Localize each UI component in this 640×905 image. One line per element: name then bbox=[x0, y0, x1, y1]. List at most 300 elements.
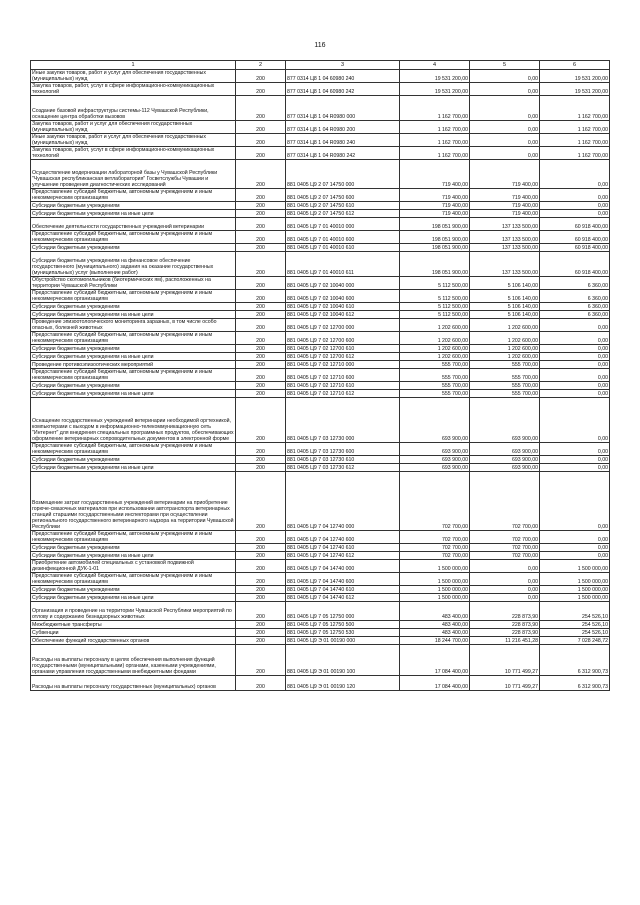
row-code-cell: 877 0314 Ц8 1 04 60980 242 bbox=[286, 83, 400, 96]
table-row bbox=[31, 353, 610, 361]
row-amount-total-cell: 693 900,00 bbox=[400, 464, 470, 472]
table-row bbox=[31, 629, 610, 637]
row-code-cell: 881 0405 Ц9 7 05 12750 500 bbox=[286, 621, 400, 629]
row-amount-total-cell: 483 400,00 bbox=[400, 602, 470, 621]
row-grbs-cell: 200 bbox=[236, 552, 286, 560]
row-amount-remaining-cell: 6 360,00 bbox=[540, 290, 610, 303]
row-amount-total-cell: 1 500 000,00 bbox=[400, 586, 470, 594]
row-amount-total-cell: 5 112 500,00 bbox=[400, 277, 470, 290]
table-row bbox=[31, 96, 610, 121]
row-code-cell: 881 0405 Ц9 7 01 40010 611 bbox=[286, 252, 400, 277]
row-code-cell: 881 0405 Ц9 7 04 14740 600 bbox=[286, 573, 400, 586]
row-name-cell: Оснащение государственных учреждений ветеринарии необходимой оргтехникой, компьютерами с выходом в информационно-телекоммуникационную сеть "Интернет" для внедрения специальных программных продуктов, обеспечивающих оформление ветеринарных сопроводительных документов в электронной форме bbox=[31, 398, 236, 443]
row-amount-executed-cell: 1 202 600,00 bbox=[470, 345, 540, 353]
row-amount-total-cell: 702 700,00 bbox=[400, 552, 470, 560]
row-amount-executed-cell: 0,00 bbox=[470, 147, 540, 160]
row-amount-remaining-cell: 6 360,00 bbox=[540, 311, 610, 319]
table-row bbox=[31, 531, 610, 544]
table-row bbox=[31, 621, 610, 629]
row-amount-total-cell: 17 084 400,00 bbox=[400, 645, 470, 676]
row-code-cell: 881 0405 Ц9 Э 01 00190 120 bbox=[286, 676, 400, 691]
row-amount-remaining-cell: 60 918 400,00 bbox=[540, 231, 610, 244]
row-amount-total-cell: 1 500 000,00 bbox=[400, 573, 470, 586]
row-code-cell: 881 0405 Ц9 7 02 12710 610 bbox=[286, 382, 400, 390]
row-grbs-cell: 200 bbox=[236, 560, 286, 573]
row-amount-executed-cell: 719 400,00 bbox=[470, 189, 540, 202]
row-amount-executed-cell: 0,00 bbox=[470, 594, 540, 602]
row-amount-remaining-cell: 6 312 900,73 bbox=[540, 676, 610, 691]
row-name-cell: Субсидии бюджетным учреждениям на иные цели bbox=[31, 594, 236, 602]
table-row bbox=[31, 244, 610, 252]
table-row bbox=[31, 210, 610, 218]
table-row bbox=[31, 390, 610, 398]
row-amount-executed-cell: 0,00 bbox=[470, 121, 540, 134]
row-grbs-cell: 200 bbox=[236, 147, 286, 160]
row-amount-remaining-cell: 1 500 000,00 bbox=[540, 560, 610, 573]
row-name-cell: Субсидии бюджетным учреждениям bbox=[31, 544, 236, 552]
row-amount-remaining-cell: 0,00 bbox=[540, 456, 610, 464]
row-code-cell: 881 0405 Ц9 7 04 12740 600 bbox=[286, 531, 400, 544]
row-amount-executed-cell: 137 133 500,00 bbox=[470, 252, 540, 277]
row-amount-executed-cell: 1 202 600,00 bbox=[470, 319, 540, 332]
row-amount-executed-cell: 719 400,00 bbox=[470, 160, 540, 189]
row-grbs-cell: 200 bbox=[236, 252, 286, 277]
row-code-cell: 881 0405 Ц9 7 01 40010 000 bbox=[286, 218, 400, 231]
row-name-cell: Расходы на выплаты персоналу в целях обеспечения выполнения функций государственными (муниципальными) органами, казенными учреждениями, органами управления государственными внебюджетными фондами bbox=[31, 645, 236, 676]
row-amount-remaining-cell: 60 918 400,00 bbox=[540, 244, 610, 252]
row-code-cell: 877 0314 Ц8 1 04 60980 240 bbox=[286, 70, 400, 83]
row-grbs-cell: 200 bbox=[236, 602, 286, 621]
row-amount-executed-cell: 702 700,00 bbox=[470, 472, 540, 531]
row-name-cell: Проведение противоэпизоотических мероприятий bbox=[31, 361, 236, 369]
row-grbs-cell: 200 bbox=[236, 390, 286, 398]
row-grbs-cell: 200 bbox=[236, 443, 286, 456]
row-code-cell: 881 0405 Ц9 7 04 12740 000 bbox=[286, 472, 400, 531]
row-amount-remaining-cell: 0,00 bbox=[540, 202, 610, 210]
table-row bbox=[31, 319, 610, 332]
table-row bbox=[31, 586, 610, 594]
row-amount-remaining-cell: 0,00 bbox=[540, 319, 610, 332]
row-grbs-cell: 200 bbox=[236, 231, 286, 244]
row-grbs-cell: 200 bbox=[236, 544, 286, 552]
table-row bbox=[31, 303, 610, 311]
row-grbs-cell: 200 bbox=[236, 345, 286, 353]
row-amount-executed-cell: 10 771 499,27 bbox=[470, 676, 540, 691]
row-code-cell: 881 0405 Ц9 7 04 14740 610 bbox=[286, 586, 400, 594]
row-amount-executed-cell: 555 700,00 bbox=[470, 369, 540, 382]
row-amount-remaining-cell: 0,00 bbox=[540, 382, 610, 390]
row-amount-remaining-cell: 19 531 200,00 bbox=[540, 83, 610, 96]
row-code-cell: 881 0405 Ц9 7 02 12700 600 bbox=[286, 332, 400, 345]
row-code-cell: 881 0405 Ц9 7 02 10040 000 bbox=[286, 277, 400, 290]
row-amount-remaining-cell: 60 918 400,00 bbox=[540, 218, 610, 231]
row-amount-total-cell: 483 400,00 bbox=[400, 621, 470, 629]
row-amount-executed-cell: 702 700,00 bbox=[470, 544, 540, 552]
table-row bbox=[31, 552, 610, 560]
row-amount-total-cell: 5 112 500,00 bbox=[400, 303, 470, 311]
row-name-cell: Субсидии бюджетным учреждениям на иные цели bbox=[31, 552, 236, 560]
row-amount-total-cell: 1 162 700,00 bbox=[400, 147, 470, 160]
row-code-cell: 881 0405 Ц9 7 03 12730 610 bbox=[286, 456, 400, 464]
row-amount-executed-cell: 228 873,90 bbox=[470, 621, 540, 629]
row-amount-total-cell: 5 112 500,00 bbox=[400, 311, 470, 319]
row-amount-remaining-cell: 0,00 bbox=[540, 189, 610, 202]
row-code-cell: 881 0405 Ц9 7 02 10040 610 bbox=[286, 303, 400, 311]
row-grbs-cell: 200 bbox=[236, 311, 286, 319]
row-amount-total-cell: 555 700,00 bbox=[400, 369, 470, 382]
table-row bbox=[31, 594, 610, 602]
row-amount-executed-cell: 1 202 600,00 bbox=[470, 353, 540, 361]
row-amount-remaining-cell: 6 312 900,73 bbox=[540, 645, 610, 676]
row-name-cell: Предоставление субсидий бюджетным, автономным учреждениям и иным некоммерческим организациям bbox=[31, 443, 236, 456]
row-amount-executed-cell: 0,00 bbox=[470, 70, 540, 83]
row-grbs-cell: 200 bbox=[236, 202, 286, 210]
row-grbs-cell: 200 bbox=[236, 645, 286, 676]
row-grbs-cell: 200 bbox=[236, 70, 286, 83]
row-grbs-cell: 200 bbox=[236, 121, 286, 134]
table-row bbox=[31, 160, 610, 189]
row-amount-remaining-cell: 0,00 bbox=[540, 160, 610, 189]
row-amount-total-cell: 1 202 600,00 bbox=[400, 332, 470, 345]
row-code-cell: 881 0405 Ц9 2 07 14750 610 bbox=[286, 202, 400, 210]
table-row bbox=[31, 398, 610, 443]
table-row bbox=[31, 443, 610, 456]
row-amount-executed-cell: 10 771 499,27 bbox=[470, 645, 540, 676]
table-row bbox=[31, 645, 610, 676]
row-amount-remaining-cell: 1 500 000,00 bbox=[540, 594, 610, 602]
header-cell: 3 bbox=[286, 61, 400, 70]
row-amount-executed-cell: 693 900,00 bbox=[470, 456, 540, 464]
row-amount-executed-cell: 555 700,00 bbox=[470, 390, 540, 398]
row-amount-total-cell: 19 531 200,00 bbox=[400, 70, 470, 83]
row-amount-remaining-cell: 0,00 bbox=[540, 552, 610, 560]
row-amount-total-cell: 1 162 700,00 bbox=[400, 121, 470, 134]
row-grbs-cell: 200 bbox=[236, 353, 286, 361]
table-row bbox=[31, 544, 610, 552]
row-amount-remaining-cell: 1 162 700,00 bbox=[540, 147, 610, 160]
row-grbs-cell: 200 bbox=[236, 621, 286, 629]
row-amount-total-cell: 693 900,00 bbox=[400, 456, 470, 464]
row-name-cell: Субсидии бюджетным учреждениям на иные цели bbox=[31, 390, 236, 398]
table-row bbox=[31, 290, 610, 303]
table-row bbox=[31, 369, 610, 382]
row-code-cell: 881 0405 Ц9 7 04 12740 610 bbox=[286, 544, 400, 552]
table-row bbox=[31, 464, 610, 472]
row-amount-executed-cell: 5 106 140,00 bbox=[470, 277, 540, 290]
table-row bbox=[31, 602, 610, 621]
row-name-cell: Субсидии бюджетным учреждениям bbox=[31, 586, 236, 594]
row-grbs-cell: 200 bbox=[236, 456, 286, 464]
row-amount-executed-cell: 719 400,00 bbox=[470, 210, 540, 218]
row-amount-total-cell: 702 700,00 bbox=[400, 531, 470, 544]
row-code-cell: 877 0314 Ц8 1 04 R0980 240 bbox=[286, 134, 400, 147]
table-row bbox=[31, 311, 610, 319]
table-row bbox=[31, 573, 610, 586]
row-grbs-cell: 200 bbox=[236, 531, 286, 544]
row-code-cell: 881 0405 Ц9 7 01 40010 610 bbox=[286, 244, 400, 252]
row-amount-executed-cell: 0,00 bbox=[470, 586, 540, 594]
row-code-cell: 881 0405 Ц9 7 05 12750 000 bbox=[286, 602, 400, 621]
row-grbs-cell: 200 bbox=[236, 369, 286, 382]
row-name-cell: Обустройство скотомогильников (биотермических ям), расположенных на территории Чувашской Республики bbox=[31, 277, 236, 290]
row-amount-remaining-cell: 0,00 bbox=[540, 464, 610, 472]
row-name-cell: Предоставление субсидий бюджетным, автономным учреждениям и иным некоммерческим организациям bbox=[31, 231, 236, 244]
row-code-cell: 881 0405 Ц9 7 02 10040 600 bbox=[286, 290, 400, 303]
row-amount-remaining-cell: 254 526,10 bbox=[540, 602, 610, 621]
table-row bbox=[31, 332, 610, 345]
row-code-cell: 881 0405 Ц9 7 02 10040 612 bbox=[286, 311, 400, 319]
row-amount-total-cell: 693 900,00 bbox=[400, 443, 470, 456]
row-code-cell: 881 0405 Ц9 7 02 12700 610 bbox=[286, 345, 400, 353]
row-code-cell: 881 0405 Ц9 7 02 12700 000 bbox=[286, 319, 400, 332]
row-amount-total-cell: 1 500 000,00 bbox=[400, 594, 470, 602]
row-amount-executed-cell: 555 700,00 bbox=[470, 382, 540, 390]
row-name-cell: Предоставление субсидий бюджетным, автономным учреждениям и иным некоммерческим организациям bbox=[31, 573, 236, 586]
row-amount-executed-cell: 693 900,00 bbox=[470, 398, 540, 443]
row-amount-executed-cell: 693 900,00 bbox=[470, 443, 540, 456]
row-grbs-cell: 200 bbox=[236, 303, 286, 311]
row-amount-remaining-cell: 0,00 bbox=[540, 472, 610, 531]
row-code-cell: 881 0405 Ц9 7 03 12730 000 bbox=[286, 398, 400, 443]
row-name-cell: Субсидии бюджетным учреждениям bbox=[31, 202, 236, 210]
row-grbs-cell: 200 bbox=[236, 189, 286, 202]
table-row bbox=[31, 218, 610, 231]
row-amount-total-cell: 198 051 900,00 bbox=[400, 252, 470, 277]
row-amount-executed-cell: 137 133 500,00 bbox=[470, 231, 540, 244]
row-name-cell: Иные закупки товаров, работ и услуг для обеспечения государственных (муниципальных) нужд bbox=[31, 134, 236, 147]
row-amount-executed-cell: 555 700,00 bbox=[470, 361, 540, 369]
row-amount-remaining-cell: 0,00 bbox=[540, 369, 610, 382]
row-name-cell: Предоставление субсидий бюджетным, автономным учреждениям и иным некоммерческим организациям bbox=[31, 290, 236, 303]
row-code-cell: 881 0405 Ц9 7 04 14740 612 bbox=[286, 594, 400, 602]
row-name-cell: Субсидии бюджетным учреждениям bbox=[31, 303, 236, 311]
budget-table bbox=[30, 60, 610, 691]
row-code-cell: 881 0405 Ц9 2 07 14750 000 bbox=[286, 160, 400, 189]
row-code-cell: 881 0405 Ц9 2 07 14750 612 bbox=[286, 210, 400, 218]
table-row bbox=[31, 231, 610, 244]
row-amount-remaining-cell: 0,00 bbox=[540, 531, 610, 544]
header-cell: 4 bbox=[400, 61, 470, 70]
row-amount-total-cell: 702 700,00 bbox=[400, 544, 470, 552]
row-amount-executed-cell: 137 133 500,00 bbox=[470, 218, 540, 231]
row-name-cell: Создание базовой инфраструктуры системы-112 Чувашской Республики, оснащение центра обработки вызовов bbox=[31, 96, 236, 121]
header-cell: 6 bbox=[540, 61, 610, 70]
row-name-cell: Предоставление субсидий бюджетным, автономным учреждениям и иным некоммерческим организациям bbox=[31, 189, 236, 202]
row-amount-executed-cell: 0,00 bbox=[470, 83, 540, 96]
table-row bbox=[31, 189, 610, 202]
row-code-cell: 881 0405 Ц9 7 02 12700 612 bbox=[286, 353, 400, 361]
row-name-cell: Обеспечение функций государственных органов bbox=[31, 637, 236, 645]
row-grbs-cell: 200 bbox=[236, 629, 286, 637]
table-row bbox=[31, 456, 610, 464]
row-name-cell: Субсидии бюджетным учреждениям на иные цели bbox=[31, 464, 236, 472]
row-amount-executed-cell: 5 106 140,00 bbox=[470, 311, 540, 319]
row-grbs-cell: 200 bbox=[236, 277, 286, 290]
row-amount-executed-cell: 5 106 140,00 bbox=[470, 290, 540, 303]
row-code-cell: 881 0405 Ц9 7 02 12710 612 bbox=[286, 390, 400, 398]
table-row bbox=[31, 202, 610, 210]
row-amount-remaining-cell: 1 162 700,00 bbox=[540, 134, 610, 147]
row-grbs-cell: 200 bbox=[236, 637, 286, 645]
row-amount-executed-cell: 11 216 451,28 bbox=[470, 637, 540, 645]
row-code-cell: 881 0405 Ц9 7 02 12710 000 bbox=[286, 361, 400, 369]
row-amount-executed-cell: 0,00 bbox=[470, 560, 540, 573]
row-amount-total-cell: 555 700,00 bbox=[400, 361, 470, 369]
table-row bbox=[31, 121, 610, 134]
row-amount-remaining-cell: 0,00 bbox=[540, 332, 610, 345]
row-amount-total-cell: 719 400,00 bbox=[400, 202, 470, 210]
row-name-cell: Расходы на выплаты персоналу государственных (муниципальных) органов bbox=[31, 676, 236, 691]
row-amount-executed-cell: 0,00 bbox=[470, 573, 540, 586]
row-amount-remaining-cell: 19 531 200,00 bbox=[540, 70, 610, 83]
table-row bbox=[31, 147, 610, 160]
row-code-cell: 881 0405 Ц9 7 03 12730 612 bbox=[286, 464, 400, 472]
row-amount-remaining-cell: 1 162 700,00 bbox=[540, 96, 610, 121]
row-name-cell: Закупка товаров, работ, услуг в сфере информационно-коммуникационных технологий bbox=[31, 83, 236, 96]
row-amount-total-cell: 1 202 600,00 bbox=[400, 319, 470, 332]
row-amount-total-cell: 1 162 700,00 bbox=[400, 96, 470, 121]
row-grbs-cell: 200 bbox=[236, 83, 286, 96]
row-amount-total-cell: 1 162 700,00 bbox=[400, 134, 470, 147]
row-amount-executed-cell: 693 900,00 bbox=[470, 464, 540, 472]
table-row bbox=[31, 361, 610, 369]
row-code-cell: 881 0405 Ц9 Э 01 00190 000 bbox=[286, 637, 400, 645]
row-amount-remaining-cell: 254 526,10 bbox=[540, 629, 610, 637]
row-amount-executed-cell: 5 106 140,00 bbox=[470, 303, 540, 311]
row-grbs-cell: 200 bbox=[236, 676, 286, 691]
row-name-cell: Предоставление субсидий бюджетным, автономным учреждениям и иным некоммерческим организациям bbox=[31, 369, 236, 382]
row-amount-executed-cell: 228 873,90 bbox=[470, 602, 540, 621]
row-name-cell: Приобретение автомобилей специальных с установкой подвижной дезинфекционной ДУК-1-01 bbox=[31, 560, 236, 573]
row-name-cell: Закупка товаров, работ и услуг для обеспечения государственных (муниципальных) нужд bbox=[31, 121, 236, 134]
row-grbs-cell: 200 bbox=[236, 290, 286, 303]
table-row bbox=[31, 345, 610, 353]
row-name-cell: Субвенции bbox=[31, 629, 236, 637]
row-name-cell: Межбюджетные трансферты bbox=[31, 621, 236, 629]
page-number: 116 bbox=[314, 42, 326, 49]
row-amount-remaining-cell: 0,00 bbox=[540, 361, 610, 369]
row-grbs-cell: 200 bbox=[236, 398, 286, 443]
table-row bbox=[31, 472, 610, 531]
table-row bbox=[31, 382, 610, 390]
row-name-cell: Организация и проведение на территории Чувашской Республики мероприятий по отлову и содержанию безнадзорных животных bbox=[31, 602, 236, 621]
row-amount-total-cell: 483 400,00 bbox=[400, 629, 470, 637]
row-name-cell: Осуществление модернизации лабораторной базы у Чувашской Республики "Чувашская республиканская ветлаборатория" Госветслужбы Чувашии и улучшение проведения диагностических исследований bbox=[31, 160, 236, 189]
row-amount-remaining-cell: 60 918 400,00 bbox=[540, 252, 610, 277]
table-row bbox=[31, 83, 610, 96]
row-code-cell: 881 0405 Ц9 2 07 14750 600 bbox=[286, 189, 400, 202]
header-cell: 5 bbox=[470, 61, 540, 70]
row-amount-remaining-cell: 0,00 bbox=[540, 210, 610, 218]
row-amount-remaining-cell: 1 500 000,00 bbox=[540, 586, 610, 594]
row-grbs-cell: 200 bbox=[236, 594, 286, 602]
row-amount-total-cell: 702 700,00 bbox=[400, 472, 470, 531]
row-name-cell: Предоставление субсидий бюджетным, автономным учреждениям и иным некоммерческим организациям bbox=[31, 332, 236, 345]
table-header-row bbox=[31, 61, 610, 70]
row-amount-remaining-cell: 6 360,00 bbox=[540, 277, 610, 290]
row-amount-remaining-cell: 0,00 bbox=[540, 390, 610, 398]
row-grbs-cell: 200 bbox=[236, 573, 286, 586]
row-amount-remaining-cell: 0,00 bbox=[540, 353, 610, 361]
row-amount-executed-cell: 719 400,00 bbox=[470, 202, 540, 210]
row-amount-total-cell: 198 051 900,00 bbox=[400, 218, 470, 231]
row-name-cell: Субсидии бюджетным учреждениям bbox=[31, 345, 236, 353]
row-code-cell: 877 0314 Ц8 1 04 R0980 242 bbox=[286, 147, 400, 160]
row-code-cell: 881 0405 Ц9 7 05 12750 530 bbox=[286, 629, 400, 637]
row-amount-total-cell: 555 700,00 bbox=[400, 382, 470, 390]
row-code-cell: 881 0405 Ц9 7 01 40010 600 bbox=[286, 231, 400, 244]
table-row bbox=[31, 70, 610, 83]
table-row bbox=[31, 560, 610, 573]
row-name-cell: Субсидии бюджетным учреждениям на иные цели bbox=[31, 353, 236, 361]
row-amount-remaining-cell: 6 360,00 bbox=[540, 303, 610, 311]
row-name-cell: Субсидии бюджетным учреждениям на финансовое обеспечение государственного (муниципального) задания на оказание государственных (муниципальных) услуг (выполнение работ) bbox=[31, 252, 236, 277]
row-amount-total-cell: 555 700,00 bbox=[400, 390, 470, 398]
row-name-cell: Предоставление субсидий бюджетным, автономным учреждениям и иным некоммерческим организациям bbox=[31, 531, 236, 544]
row-amount-executed-cell: 137 133 500,00 bbox=[470, 244, 540, 252]
row-code-cell: 881 0405 Ц9 7 04 12740 612 bbox=[286, 552, 400, 560]
row-amount-total-cell: 719 400,00 bbox=[400, 189, 470, 202]
row-amount-remaining-cell: 7 028 248,72 bbox=[540, 637, 610, 645]
row-name-cell: Возмещение затрат государственных учреждений ветеринарии на приобретение горюче-смазочных материалов при использовании автотранспорта ветеринарных станций старшими государственными инспекторами при осуществлении регионального государственного ветеринарного надзора на территории Чувашской Республики bbox=[31, 472, 236, 531]
row-amount-executed-cell: 702 700,00 bbox=[470, 531, 540, 544]
row-grbs-cell: 200 bbox=[236, 319, 286, 332]
row-amount-total-cell: 17 084 400,00 bbox=[400, 676, 470, 691]
row-grbs-cell: 200 bbox=[236, 210, 286, 218]
row-amount-total-cell: 1 500 000,00 bbox=[400, 560, 470, 573]
row-amount-total-cell: 18 244 700,00 bbox=[400, 637, 470, 645]
row-grbs-cell: 200 bbox=[236, 134, 286, 147]
row-code-cell: 881 0405 Ц9 7 03 12730 600 bbox=[286, 443, 400, 456]
table-row bbox=[31, 277, 610, 290]
row-amount-executed-cell: 1 202 600,00 bbox=[470, 332, 540, 345]
row-grbs-cell: 200 bbox=[236, 160, 286, 189]
row-grbs-cell: 200 bbox=[236, 361, 286, 369]
row-grbs-cell: 200 bbox=[236, 218, 286, 231]
row-name-cell: Субсидии бюджетным учреждениям на иные цели bbox=[31, 311, 236, 319]
row-amount-executed-cell: 228 873,90 bbox=[470, 629, 540, 637]
row-amount-total-cell: 719 400,00 bbox=[400, 160, 470, 189]
row-grbs-cell: 200 bbox=[236, 96, 286, 121]
row-amount-remaining-cell: 0,00 bbox=[540, 544, 610, 552]
header-cell: 1 bbox=[31, 61, 236, 70]
row-amount-total-cell: 1 202 600,00 bbox=[400, 353, 470, 361]
table-row bbox=[31, 134, 610, 147]
row-amount-remaining-cell: 0,00 bbox=[540, 398, 610, 443]
row-amount-total-cell: 693 900,00 bbox=[400, 398, 470, 443]
row-grbs-cell: 200 bbox=[236, 332, 286, 345]
row-amount-remaining-cell: 1 500 000,00 bbox=[540, 573, 610, 586]
row-amount-total-cell: 5 112 500,00 bbox=[400, 290, 470, 303]
row-code-cell: 881 0405 Ц9 7 02 12710 600 bbox=[286, 369, 400, 382]
row-grbs-cell: 200 bbox=[236, 382, 286, 390]
row-name-cell: Закупка товаров, работ, услуг в сфере информационно-коммуникационных технологий bbox=[31, 147, 236, 160]
row-amount-remaining-cell: 254 526,10 bbox=[540, 621, 610, 629]
row-amount-executed-cell: 0,00 bbox=[470, 96, 540, 121]
row-code-cell: 877 0314 Ц8 1 04 R0980 000 bbox=[286, 96, 400, 121]
row-name-cell: Субсидии бюджетным учреждениям bbox=[31, 456, 236, 464]
row-amount-total-cell: 198 051 900,00 bbox=[400, 231, 470, 244]
row-name-cell: Обеспечение деятельности государственных учреждений ветеринарии bbox=[31, 218, 236, 231]
row-amount-remaining-cell: 0,00 bbox=[540, 443, 610, 456]
header-cell: 2 bbox=[236, 61, 286, 70]
row-name-cell: Субсидии бюджетным учреждениям bbox=[31, 244, 236, 252]
row-code-cell: 877 0314 Ц8 1 04 R0980 200 bbox=[286, 121, 400, 134]
row-name-cell: Проведение эпизоотологического мониторинга заразных, в том числе особо опасных, болезней животных bbox=[31, 319, 236, 332]
table-row bbox=[31, 676, 610, 691]
row-amount-total-cell: 1 202 600,00 bbox=[400, 345, 470, 353]
row-grbs-cell: 200 bbox=[236, 464, 286, 472]
